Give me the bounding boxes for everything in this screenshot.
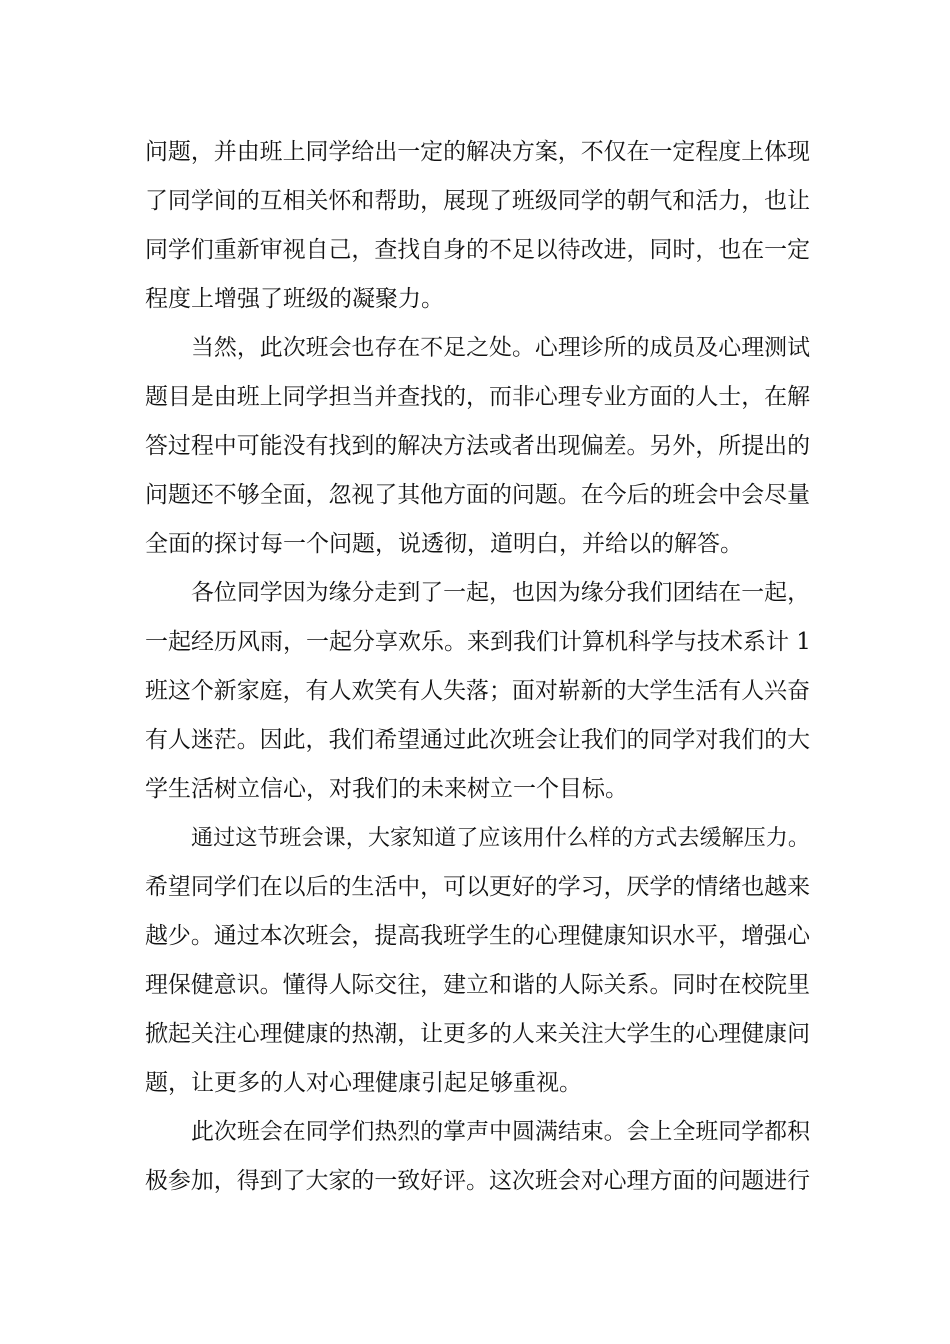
text-line: 各位同学因为缘分走到了一起，也因为缘分我们团结在一起， xyxy=(191,580,810,606)
text-line: 全面的探讨每一个问题，说透彻，道明白，并给以的解答。 xyxy=(145,531,743,557)
text-line: 题目是由班上同学担当并查找的，而非心理专业方面的人士，在解 xyxy=(145,384,810,410)
text-line: 了同学间的互相关怀和帮助，展现了班级同学的朝气和活力，也让 xyxy=(145,188,810,214)
text-line: 班这个新家庭，有人欢笑有人失落；面对崭新的大学生活有人兴奋 xyxy=(145,678,810,704)
text-line: 学生活树立信心，对我们的未来树立一个目标。 xyxy=(145,776,628,802)
text-line: 答过程中可能没有找到的解决方法或者出现偏差。另外，所提出的 xyxy=(145,433,810,459)
text-line: 理保健意识。懂得人际交往，建立和谐的人际关系。同时在校院里 xyxy=(145,972,810,998)
paragraph-2 xyxy=(145,324,810,569)
text-line: 题，让更多的人对心理健康引起足够重视。 xyxy=(145,1070,582,1096)
text-line: 问题，并由班上同学给出一定的解决方案，不仅在一定程度上体现 xyxy=(145,139,810,165)
paragraph-4 xyxy=(145,814,810,1108)
text-line: 程度上增强了班级的凝聚力。 xyxy=(145,286,444,312)
text-line: 掀起关注心理健康的热潮，让更多的人来关注大学生的心理健康问 xyxy=(145,1021,810,1047)
paragraph-3 xyxy=(145,569,810,814)
text-line: 通过这节班会课，大家知道了应该用什么样的方式去缓解压力。 xyxy=(191,825,810,851)
text-line: 一起经历风雨，一起分享欢乐。来到我们计算机科学与技术系计 1 xyxy=(145,629,811,655)
text-line: 当然，此次班会也存在不足之处。心理诊所的成员及心理测试 xyxy=(191,335,810,361)
document-body xyxy=(145,128,810,1206)
paragraph-5 xyxy=(145,1108,810,1206)
text-line: 问题还不够全面，忽视了其他方面的问题。在今后的班会中会尽量 xyxy=(145,482,810,508)
text-line: 同学们重新审视自己，查找自身的不足以待改进，同时，也在一定 xyxy=(145,237,810,263)
text-line: 希望同学们在以后的生活中，可以更好的学习，厌学的情绪也越来 xyxy=(145,874,810,900)
text-line: 越少。通过本次班会，提高我班学生的心理健康知识水平，增强心 xyxy=(145,923,810,949)
paragraph-1 xyxy=(145,128,810,324)
text-line: 极参加，得到了大家的一致好评。这次班会对心理方面的问题进行 xyxy=(145,1168,810,1194)
text-line: 有人迷茫。因此，我们希望通过此次班会让我们的同学对我们的大 xyxy=(145,727,810,753)
text-line: 此次班会在同学们热烈的掌声中圆满结束。会上全班同学都积 xyxy=(191,1119,810,1145)
